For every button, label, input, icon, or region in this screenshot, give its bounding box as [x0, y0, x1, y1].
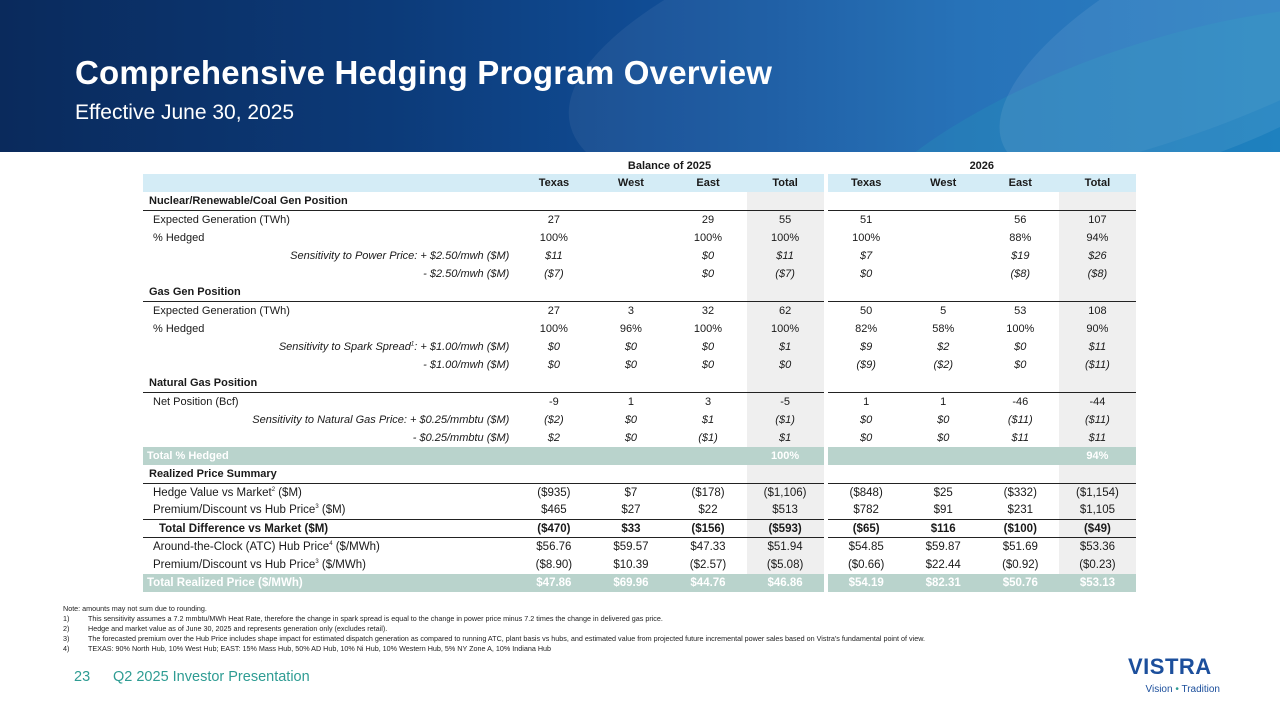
- table-cell: $7: [860, 249, 873, 262]
- table-cell: [592, 265, 669, 283]
- table-cell: 100%: [747, 229, 824, 247]
- row-label: % Hedged: [153, 322, 205, 335]
- row-label: Sensitivity to Spark Spread$^1$: + $1.00/mwh ($M): [278, 340, 510, 353]
- table-cell: 56: [1014, 213, 1027, 226]
- row-label: Total Realized Price ($/MWh): [143, 574, 515, 592]
- table-cell: 29: [701, 213, 715, 226]
- table-cell: 100%: [852, 231, 881, 244]
- row-label: Expected Generation (TWh): [153, 304, 290, 317]
- logo-tagline: Vision • Tradition: [1145, 684, 1220, 695]
- column-header: West: [592, 174, 669, 192]
- table-cell: ($11): [1007, 413, 1033, 426]
- table-cell: $0: [547, 358, 560, 371]
- table-cell: $54.19: [828, 574, 905, 592]
- table-row: [143, 301, 1136, 319]
- table-cell: $53.36: [1059, 538, 1136, 556]
- table-cell: ($332): [1003, 486, 1037, 499]
- table-cell: ($1): [698, 431, 718, 444]
- table-row: [143, 483, 1136, 501]
- section-title: Realized Price Summary: [143, 465, 515, 483]
- presentation-title: Q2 2025 Investor Presentation: [113, 669, 310, 685]
- table-cell: 100%: [693, 231, 723, 244]
- footnote-marker: 2: [271, 486, 276, 493]
- page-title: Comprehensive Hedging Program Overview: [75, 54, 773, 91]
- table-cell: $0: [860, 268, 873, 281]
- table-cell: 53: [1014, 304, 1027, 317]
- row-label: Sensitivity to Natural Gas Price: + $0.25/mmbtu ($M): [252, 413, 510, 426]
- table-cell: $231: [1007, 504, 1034, 517]
- table-cell: 55: [747, 210, 824, 228]
- table-row: [143, 410, 1136, 428]
- table-cell: ($2.57): [689, 559, 727, 572]
- page-subtitle: Effective June 30, 2025: [75, 101, 295, 124]
- footnote: 4) TEXAS: 90% North Hub, 10% West Hub; EAST: 15% Mass Hub, 50% AD Hub, 10% Ni Hub, 10% Western Hub, 5% NY Zone A, 10% Indiana Hub: [63, 644, 552, 653]
- row-label: Premium/Discount vs Hub Price$^3$ ($/MWh): [153, 559, 366, 572]
- table-cell: 100%: [747, 447, 824, 465]
- table-cell: 1: [940, 395, 947, 408]
- column-header: Texas: [828, 174, 905, 192]
- row-label: Premium/Discount vs Hub Price$^3$ ($M): [153, 504, 346, 517]
- table-row: [143, 501, 1136, 519]
- table-cell: [905, 210, 982, 228]
- table-cell: $56.76: [536, 541, 572, 554]
- table-row: [143, 392, 1136, 410]
- table-cell: $54.85: [848, 541, 884, 554]
- footnote: 2) Hedge and market value as of June 30, 2025 and represents generation only (excludes retail).: [63, 624, 388, 633]
- table-cell: $47.86: [515, 574, 592, 592]
- section-header-row: [143, 283, 1136, 301]
- column-header: East: [982, 174, 1059, 192]
- table-cell: $59.57: [613, 541, 649, 554]
- table-cell: ($0.92): [1002, 559, 1039, 572]
- table-row: [143, 538, 1136, 556]
- table-cell: $7: [624, 486, 638, 499]
- table-cell: $0: [937, 431, 950, 444]
- table-cell: ($11): [1059, 356, 1136, 374]
- table-cell: $0: [701, 340, 715, 353]
- table-cell: ($100): [982, 520, 1059, 538]
- table-cell: $513: [747, 501, 824, 519]
- table-cell: 1: [863, 395, 870, 408]
- hedging-table: [143, 158, 1136, 592]
- row-label: - $2.50/mwh ($M): [423, 268, 510, 281]
- table-cell: ($49): [1059, 520, 1136, 538]
- table-cell: $0: [860, 431, 873, 444]
- column-header: Total: [1059, 174, 1136, 192]
- table-cell: ($65): [828, 520, 905, 538]
- footnote: 1) This sensitivity assumes a 7.2 mmbtu/MWh Heat Rate, therefore the change in spark spread is equal to the change in power price minus 7.2 times the change in delivered gas price.: [63, 614, 663, 623]
- table-cell: [905, 229, 982, 247]
- table-cell: $26: [1059, 247, 1136, 265]
- table-cell: ($1,154): [1059, 483, 1136, 501]
- table-row: [143, 320, 1136, 338]
- table-cell: $11: [1011, 431, 1030, 444]
- table-cell: $0: [701, 358, 715, 371]
- page-number: 23: [74, 669, 91, 685]
- table-cell: ($848): [849, 486, 883, 499]
- table-cell: $465: [541, 504, 567, 517]
- table-cell: $82.31: [905, 574, 982, 592]
- table-cell: ($2): [544, 413, 564, 426]
- section-title: Gas Gen Position: [143, 283, 515, 301]
- table-cell: ($935): [537, 486, 571, 499]
- table-cell: $44.76: [669, 574, 746, 592]
- table-cell: ($11): [1059, 410, 1136, 428]
- group-header-2025: Balance of 2025: [627, 160, 712, 172]
- row-label: Total % Hedged: [143, 447, 515, 465]
- table-cell: $1: [701, 413, 715, 426]
- table-cell: $0: [624, 340, 638, 353]
- table-cell: $0: [547, 340, 560, 353]
- table-cell: 107: [1059, 210, 1136, 228]
- row-label: Hedge Value vs Market$^2$ ($M): [153, 486, 302, 499]
- column-header: West: [905, 174, 982, 192]
- table-cell: 94%: [1059, 447, 1136, 465]
- table-cell: [592, 210, 669, 228]
- table-cell: 3: [704, 395, 712, 408]
- table-cell: $1: [747, 338, 824, 356]
- row-label: Expected Generation (TWh): [153, 213, 290, 226]
- table-cell: $0: [701, 268, 715, 281]
- table-cell: $11: [747, 247, 824, 265]
- section-title: Nuclear/Renewable/Coal Gen Position: [143, 192, 515, 210]
- table-cell: [905, 265, 982, 283]
- table-cell: $47.33: [690, 541, 726, 554]
- row-label: - $1.00/mwh ($M): [423, 358, 510, 371]
- table-cell: $11: [1059, 429, 1136, 447]
- table-cell: ($156): [669, 520, 746, 538]
- table-cell: $69.96: [592, 574, 669, 592]
- table-cell: ($8): [1059, 265, 1136, 283]
- table-cell: $22: [698, 504, 718, 517]
- table-row: [143, 429, 1136, 447]
- table-cell: ($7): [747, 265, 824, 283]
- footnote: 3) The forecasted premium over the Hub Price includes shape impact for estimated dispatch generation as compared to running ATC, plant basis vs hubs, and estimated value from projected future incremental power sales based on Vistra’s fundamental point of view.: [63, 634, 925, 643]
- table-cell: 90%: [1059, 320, 1136, 338]
- table-cell: $0: [701, 249, 715, 262]
- table-cell: 100%: [539, 231, 568, 244]
- table-cell: ($2): [933, 358, 953, 371]
- table-cell: 3: [627, 304, 634, 317]
- table-cell: $59.87: [925, 541, 961, 554]
- table-cell: $11: [1059, 338, 1136, 356]
- table-cell: $1: [747, 429, 824, 447]
- table-cell: [592, 229, 669, 247]
- table-cell: 100%: [747, 320, 824, 338]
- vistra-logo: [1128, 656, 1220, 700]
- table-cell: ($5.08): [747, 556, 824, 574]
- column-header: East: [669, 174, 746, 192]
- section-header-row: [143, 374, 1136, 392]
- table-row: [143, 520, 1136, 538]
- total-hedged-row: [143, 447, 1136, 465]
- table-cell: ($178): [691, 486, 725, 499]
- table-cell: [592, 247, 669, 265]
- table-cell: $2: [547, 431, 560, 444]
- table-cell: $116: [905, 520, 982, 538]
- table-cell: -9: [548, 395, 559, 408]
- footnote-marker: 3: [315, 559, 319, 566]
- table-row: [143, 338, 1136, 356]
- table-cell: $0: [937, 413, 950, 426]
- table-cell: ($470): [515, 520, 592, 538]
- table-cell: -44: [1059, 392, 1136, 410]
- table-cell: -46: [1012, 395, 1029, 408]
- table-cell: 1: [627, 395, 634, 408]
- footnotes: [63, 604, 925, 654]
- table-cell: 82%: [855, 322, 878, 335]
- section-title: Natural Gas Position: [143, 374, 515, 392]
- table-cell: $2: [937, 340, 950, 353]
- table-cell: 58%: [932, 322, 955, 335]
- total-realized-price-row: [143, 574, 1136, 592]
- table-cell: $51.69: [1002, 541, 1038, 554]
- table-cell: $27: [621, 504, 641, 517]
- table-cell: 5: [940, 304, 947, 317]
- section-header-row: [143, 192, 1136, 210]
- table-cell: $0: [624, 413, 638, 426]
- table-cell: 100%: [693, 322, 723, 335]
- row-label: - $0.25/mmbtu ($M): [412, 431, 510, 444]
- table-cell: 27: [547, 304, 560, 317]
- footnote-marker: 1: [410, 341, 415, 348]
- table-cell: 88%: [1009, 231, 1032, 244]
- table-cell: $50.76: [982, 574, 1059, 592]
- column-header-row: [143, 174, 1136, 192]
- table-cell: 100%: [1006, 322, 1035, 335]
- table-cell: $10.39: [613, 559, 649, 572]
- table-row: [143, 556, 1136, 574]
- table-cell: 62: [747, 301, 824, 319]
- table-cell: ($593): [747, 520, 824, 538]
- table-cell: $51.94: [747, 538, 824, 556]
- column-header: Texas: [515, 174, 592, 192]
- table-cell: -5: [747, 392, 824, 410]
- header-banner: [0, 0, 1280, 152]
- table-row: [143, 247, 1136, 265]
- table-cell: 50: [860, 304, 873, 317]
- table-cell: $1,105: [1059, 501, 1136, 519]
- table-cell: 27: [547, 213, 560, 226]
- row-label: Total Difference vs Market ($M): [143, 520, 515, 538]
- footnote-marker: 3: [315, 504, 319, 511]
- table-cell: $53.13: [1059, 574, 1136, 592]
- footnote-intro: Note: amounts may not sum due to rounding.: [63, 604, 207, 613]
- row-label: Net Position (Bcf): [153, 395, 239, 408]
- table-cell: ($0.66): [847, 559, 885, 572]
- table-cell: $22.44: [925, 559, 961, 572]
- table-row: [143, 210, 1136, 228]
- section-header-row: [143, 465, 1136, 483]
- table-cell: $91: [933, 504, 953, 517]
- table-row: [143, 265, 1136, 283]
- table-cell: $19: [1011, 249, 1030, 262]
- table-cell: ($1): [747, 410, 824, 428]
- table-cell: 51: [860, 213, 873, 226]
- table-cell: ($0.23): [1059, 556, 1136, 574]
- table-cell: $33: [592, 520, 669, 538]
- table-cell: $11: [545, 249, 563, 262]
- table-cell: $0: [624, 358, 638, 371]
- table-cell: [905, 247, 982, 265]
- table-cell: $46.86: [747, 574, 824, 592]
- table-cell: 32: [701, 304, 715, 317]
- row-label: Around-the-Clock (ATC) Hub Price$^4$ ($/MWh): [153, 541, 380, 554]
- logo-wordmark: VISTRA: [1128, 654, 1212, 679]
- table-cell: ($9): [856, 358, 876, 371]
- table-cell: $9: [860, 340, 873, 353]
- footnote-marker: 4: [329, 541, 333, 548]
- table-cell: 108: [1059, 301, 1136, 319]
- table-row: [143, 356, 1136, 374]
- table-cell: ($1,106): [747, 483, 824, 501]
- table-cell: 100%: [539, 322, 568, 335]
- table-cell: $0: [1014, 358, 1027, 371]
- table-cell: $782: [853, 504, 879, 517]
- table-cell: $0: [1014, 340, 1027, 353]
- table-cell: ($8): [1010, 268, 1031, 281]
- hedging-table-container: [143, 158, 1136, 592]
- table-cell: $0: [747, 356, 824, 374]
- group-header-2026: 2026: [969, 160, 995, 172]
- table-cell: $0: [624, 431, 638, 444]
- table-cell: ($8.90): [535, 559, 573, 572]
- table-cell: 94%: [1059, 229, 1136, 247]
- table-cell: ($7): [544, 268, 564, 281]
- table-cell: $0: [860, 413, 873, 426]
- table-cell: $25: [933, 486, 953, 499]
- column-header: Total: [747, 174, 824, 192]
- table-row: [143, 229, 1136, 247]
- group-header-row: [143, 158, 1136, 174]
- row-label: % Hedged: [153, 231, 205, 244]
- row-label: Sensitivity to Power Price: + $2.50/mwh ($M): [290, 249, 510, 262]
- table-cell: 96%: [619, 322, 642, 335]
